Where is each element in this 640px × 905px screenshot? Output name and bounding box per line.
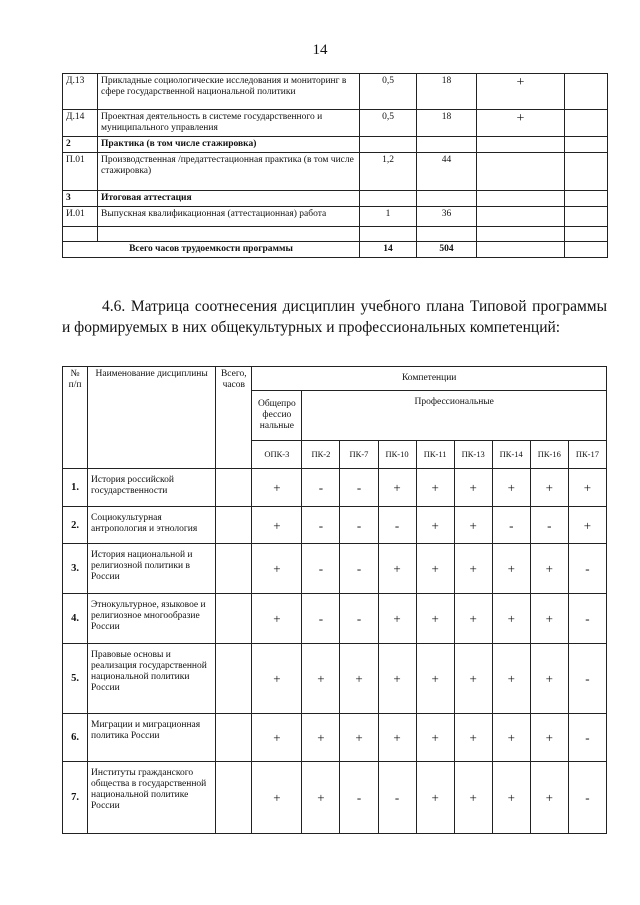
row-hours: 44 [417,153,477,191]
row-code: И.01 [63,207,98,227]
row-mark [477,227,565,242]
row-empty [565,74,608,110]
competency-mark: + [416,544,454,594]
row-name: Итоговая аттестация [98,191,360,207]
competency-mark: + [378,469,416,507]
total-hours: 504 [417,242,477,258]
competency-mark: - [568,762,606,834]
competency-mark: + [530,714,568,762]
discipline-name: Этнокультурное, языковое и религиозное многообразие России [88,594,216,644]
row-credits: 0,5 [360,74,417,110]
curriculum-row [63,191,608,207]
discipline-hours [216,644,252,714]
competency-mark: + [568,469,606,507]
row-credits: 1,2 [360,153,417,191]
competency-mark: - [492,507,530,544]
discipline-hours [216,714,252,762]
row-credits: 1 [360,207,417,227]
competency-mark: + [252,507,302,544]
row-empty [565,153,608,191]
competency-mark: - [568,544,606,594]
competency-mark: + [340,714,378,762]
competency-mark: + [416,469,454,507]
row-number: 2. [63,507,88,544]
matrix-row [63,762,607,834]
row-credits [360,137,417,153]
row-number: 3. [63,544,88,594]
competency-code: ПК-7 [340,441,378,469]
competency-code: ОПК-3 [252,441,302,469]
competency-code: ПК-16 [530,441,568,469]
matrix-row [63,507,607,544]
row-empty [565,191,608,207]
curriculum-row [63,227,608,242]
curriculum-row [63,137,608,153]
header-name: Наименование дисциплины [88,367,216,469]
competency-mark: - [340,544,378,594]
header-general: Общепро фессио нальные [252,391,302,441]
competency-mark: - [530,507,568,544]
competency-mark: + [252,644,302,714]
competency-mark: + [252,544,302,594]
competency-mark: + [340,644,378,714]
row-name: Практика (в том числе стажировка) [98,137,360,153]
competency-code: ПК-14 [492,441,530,469]
competency-mark: + [454,507,492,544]
competency-mark: + [454,594,492,644]
header-professional: Профессиональные [302,391,607,441]
row-number: 4. [63,594,88,644]
header-competencies: Компетенции [252,367,607,391]
header-num: № п/п [63,367,88,469]
competency-mark: + [252,762,302,834]
matrix-row [63,469,607,507]
discipline-name: Социокультурная антропология и этнология [88,507,216,544]
row-hours: 18 [417,74,477,110]
row-mark [477,207,565,227]
row-number: 5. [63,644,88,714]
competency-code: ПК-13 [454,441,492,469]
discipline-name: Миграции и миграционная политика России [88,714,216,762]
competency-mark: - [302,544,340,594]
discipline-hours [216,507,252,544]
competency-code: ПК-17 [568,441,606,469]
competency-mark: + [252,469,302,507]
competency-mark: + [252,594,302,644]
row-mark [477,153,565,191]
total-credits: 14 [360,242,417,258]
competency-code: ПК-2 [302,441,340,469]
competency-mark: + [454,644,492,714]
row-mark: + [477,74,565,110]
competency-mark: - [340,507,378,544]
curriculum-total-row [63,242,608,258]
row-hours [417,191,477,207]
curriculum-row [63,110,608,137]
row-credits [360,191,417,207]
competency-mark: - [340,469,378,507]
curriculum-row [63,153,608,191]
discipline-hours [216,544,252,594]
row-name: Производственная /предаттестационная практика (в том числе стажировка) [98,153,360,191]
competency-mark: + [378,714,416,762]
row-code: Д.14 [63,110,98,137]
row-code: 3 [63,191,98,207]
row-code: Д.13 [63,74,98,110]
competency-mark: + [530,594,568,644]
discipline-name: История российской государственности [88,469,216,507]
row-number: 1. [63,469,88,507]
competency-mark: + [378,594,416,644]
competency-mark: + [492,714,530,762]
row-credits: 0,5 [360,110,417,137]
row-hours: 36 [417,207,477,227]
row-hours [417,137,477,153]
competency-mark: + [454,714,492,762]
discipline-name: Правовые основы и реализация государственной национальной политики России [88,644,216,714]
discipline-name: Институты гражданского общества в государственной национальной политике России [88,762,216,834]
row-mark: + [477,110,565,137]
matrix-row [63,644,607,714]
total-empty [477,242,565,258]
row-mark [477,137,565,153]
row-mark [477,191,565,207]
competency-mark: + [492,762,530,834]
row-credits [360,227,417,242]
curriculum-table [62,73,608,258]
competency-code: ПК-10 [378,441,416,469]
competency-mark: + [416,507,454,544]
competency-mark: - [568,714,606,762]
competency-mark: - [378,762,416,834]
competency-mark: + [492,469,530,507]
competency-code: ПК-11 [416,441,454,469]
row-name: Прикладные социологические исследования и мониторинг в сфере государственной национальной политики [98,74,360,110]
competency-mark: + [416,594,454,644]
competency-mark: - [568,594,606,644]
competency-mark: - [302,594,340,644]
row-code: 2 [63,137,98,153]
competency-mark: - [302,469,340,507]
discipline-hours [216,762,252,834]
competency-mark: + [302,714,340,762]
competency-mark: + [492,544,530,594]
competency-mark: + [378,644,416,714]
competency-mark: + [454,762,492,834]
curriculum-row [63,207,608,227]
curriculum-row [63,74,608,110]
competency-mark: + [454,544,492,594]
row-code: П.01 [63,153,98,191]
competency-mark: + [568,507,606,544]
competency-mark: + [454,469,492,507]
competency-mark: + [302,762,340,834]
competency-mark: + [252,714,302,762]
competency-mark: - [340,594,378,644]
row-number: 7. [63,762,88,834]
matrix-row [63,544,607,594]
competency-matrix-table [62,366,607,834]
row-empty [565,110,608,137]
row-empty [565,207,608,227]
competency-mark: + [416,644,454,714]
competency-mark: - [568,644,606,714]
header-total: Всего, часов [216,367,252,469]
competency-mark: - [378,507,416,544]
competency-mark: + [416,762,454,834]
row-name: Выпускная квалификационная (аттестационная) работа [98,207,360,227]
competency-mark: + [302,644,340,714]
discipline-hours [216,594,252,644]
competency-mark: + [492,594,530,644]
competency-mark: - [340,762,378,834]
discipline-hours [216,469,252,507]
page-number: 14 [312,42,328,58]
competency-mark: - [302,507,340,544]
matrix-row [63,714,607,762]
discipline-name: История национальной и религиозной политики в России [88,544,216,594]
total-label: Всего часов трудоемкости программы [63,242,360,258]
competency-mark: + [530,469,568,507]
competency-mark: + [530,644,568,714]
competency-mark: + [530,544,568,594]
total-empty [565,242,608,258]
competency-mark: + [492,644,530,714]
row-empty [565,137,608,153]
row-number: 6. [63,714,88,762]
competency-mark: + [530,762,568,834]
matrix-row [63,594,607,644]
competency-mark: + [378,544,416,594]
competency-mark: + [416,714,454,762]
row-name [98,227,360,242]
row-hours: 18 [417,110,477,137]
section-heading: 4.6. Матрица соотнесения дисциплин учебного плана Типовой программы и формируемых в них общекультурных и профессиональных компетенций: [62,298,607,336]
row-name: Проектная деятельность в системе государственного и муниципального управления [98,110,360,137]
row-hours [417,227,477,242]
row-code [63,227,98,242]
row-empty [565,227,608,242]
